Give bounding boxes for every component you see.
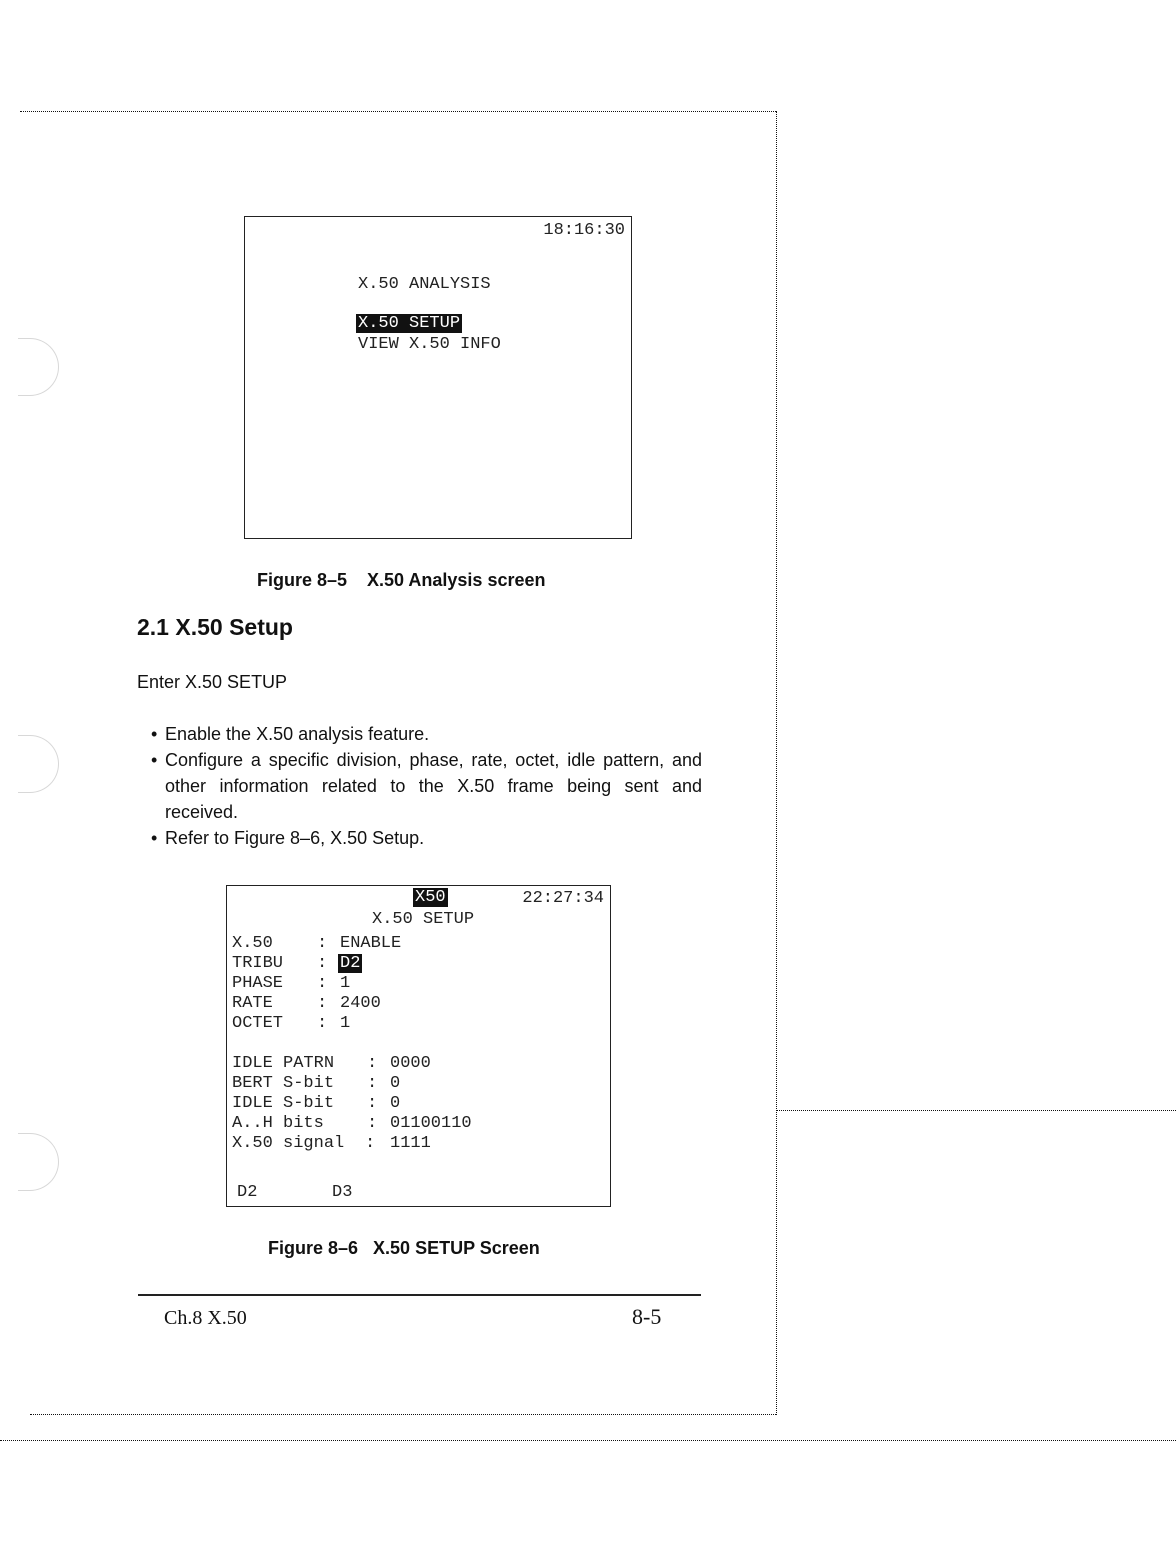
softkey-d2[interactable]: D2 (237, 1183, 258, 1202)
field-separator: : (365, 1134, 376, 1153)
bullet-list (137, 721, 702, 851)
field-value-octet[interactable]: 1 (340, 1014, 351, 1033)
page-edge-bottom (30, 1414, 776, 1415)
clock: 22:27:34 (522, 889, 604, 908)
field-label: OCTET (232, 1014, 304, 1033)
field-label: RATE (232, 994, 304, 1013)
scan-line-lower (0, 1440, 1176, 1441)
field-value-ah-bits[interactable]: 01100110 (390, 1114, 472, 1133)
punch-hole (18, 1133, 59, 1191)
field-separator: : (317, 1014, 328, 1033)
mode-badge: X50 (415, 888, 446, 907)
footer-chapter: Ch.8 X.50 (164, 1307, 247, 1329)
field-label: BERT S-bit (232, 1074, 345, 1093)
field-separator: : (367, 1054, 378, 1073)
field-value-phase[interactable]: 1 (340, 974, 351, 993)
field-label: TRIBU (232, 954, 304, 973)
field-value-rate[interactable]: 2400 (340, 994, 381, 1013)
field-label: X.50 (232, 934, 304, 953)
menu-item-view-x50-info[interactable]: VIEW X.50 INFO (358, 335, 501, 354)
figure-caption: Figure 8–5 X.50 Analysis screen (257, 570, 546, 590)
clock: 18:16:30 (543, 221, 625, 240)
page-edge-top (20, 111, 776, 112)
list-item: • Configure a specific division, phase, rate, octet, idle pattern, and other information related to the X.50 frame being sent and received. (137, 747, 702, 825)
field-label: IDLE S-bit (232, 1094, 345, 1113)
field-label: PHASE (232, 974, 304, 993)
field-value-x50[interactable]: ENABLE (340, 934, 402, 953)
field-separator: : (317, 994, 328, 1013)
field-separator: : (317, 934, 328, 953)
field-separator: : (317, 974, 328, 993)
intro-text: Enter X.50 SETUP (137, 672, 288, 692)
footer-divider (138, 1294, 701, 1296)
list-item: • Refer to Figure 8–6, X.50 Setup. (137, 825, 702, 851)
screen-title: X.50 SETUP (372, 910, 475, 929)
x50-setup-screen (226, 885, 611, 1207)
section-heading: 2.1 X.50 Setup (137, 614, 293, 640)
field-separator: : (367, 1094, 378, 1113)
field-value-tribu[interactable]: D2 (340, 954, 361, 973)
field-label: A..H bits (232, 1114, 345, 1133)
scan-line-right (776, 1110, 1176, 1111)
field-separator: : (367, 1114, 378, 1133)
field-value-x50-signal[interactable]: 1111 (390, 1134, 431, 1153)
page-edge-right (776, 111, 777, 1415)
field-value-idle-sbit[interactable]: 0 (390, 1094, 401, 1113)
field-value-bert-sbit[interactable]: 0 (390, 1074, 401, 1093)
menu-item-x50-setup[interactable]: X.50 SETUP (358, 314, 461, 333)
field-separator: : (317, 954, 328, 973)
x50-analysis-screen (244, 216, 632, 539)
softkey-d3[interactable]: D3 (332, 1183, 353, 1202)
field-label: IDLE PATRN (232, 1054, 345, 1073)
screen-title: X.50 ANALYSIS (358, 275, 491, 294)
field-label: X.50 signal (232, 1134, 345, 1153)
page-number: 8-5 (632, 1304, 662, 1329)
punch-hole (18, 338, 59, 396)
field-value-idle-patrn[interactable]: 0000 (390, 1054, 431, 1073)
list-item: • Enable the X.50 analysis feature. (137, 721, 702, 747)
punch-hole (18, 735, 59, 793)
field-separator: : (367, 1074, 378, 1093)
figure-caption: Figure 8–6 X.50 SETUP Screen (268, 1238, 540, 1258)
